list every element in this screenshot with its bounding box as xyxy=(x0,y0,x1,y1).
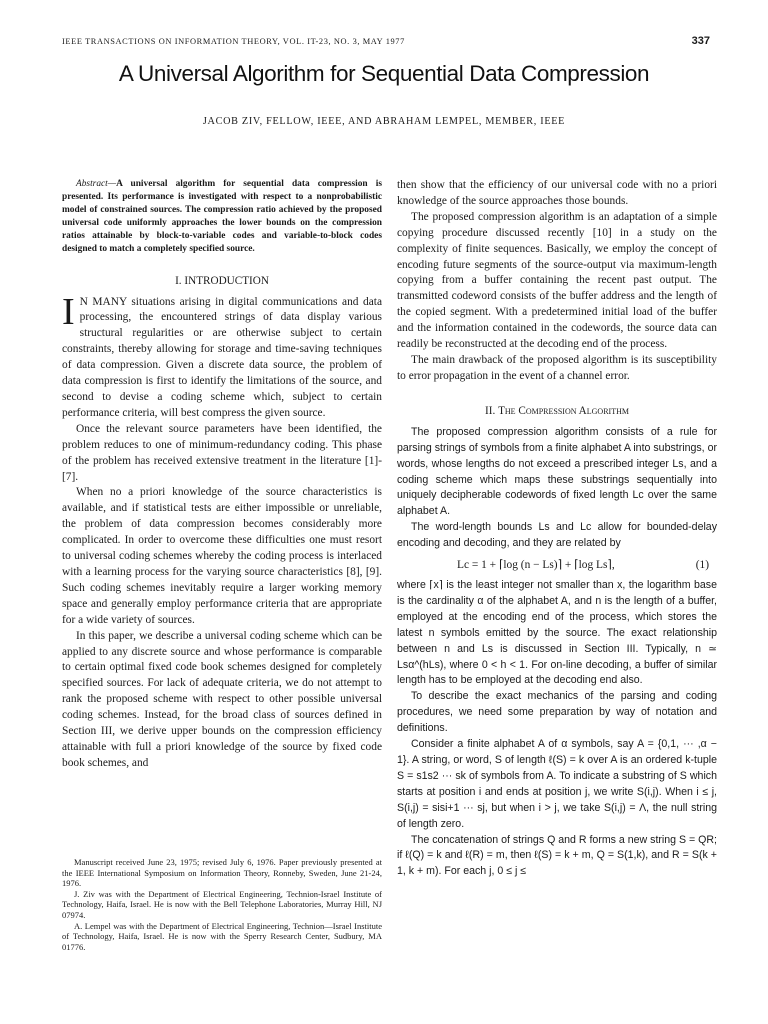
footnote-block xyxy=(62,857,382,952)
page-header xyxy=(62,37,710,53)
algorithm-paragraph-5: Consider a finite alphabet A of α symbols, say A = {0,1, ··· ,α − 1}. A string, or word, S of length ℓ(S) = k over A is an ordered k-tuple S = s1s2 ··· sk of symbols from A. To indicate a substring of S which starts at position i and ends at position j, we write S(i,j). When i ≤ j, S(i,j) = sisi+1 ··· sj, but when i > j, we take S(i,j) = Λ, the null string of length zero. xyxy=(397,738,717,830)
right-column xyxy=(397,178,717,880)
section-heading-introduction: I. INTRODUCTION xyxy=(175,274,269,287)
abstract-body: A universal algorithm for sequential data compression is presented. Its performance is investigated with respect to a nonprobabilistic model of constrained sources. The compression ratio achieved by the proposed universal code uniformly approaches the lower bounds on the compression ratios attainable by block-to-variable codes and variable-to-block codes designed to match a completely specified source. xyxy=(62,179,382,255)
section-number: II. xyxy=(485,404,499,417)
equation-1 xyxy=(397,554,717,576)
intro-paragraph-2: Once the relevant source parameters have been identified, the problem reduces to one of minimum-redundancy coding. This phase of the problem has received extensive treatment in the literature [1]-[7]. xyxy=(62,422,382,483)
left-column xyxy=(62,178,382,772)
intro-paragraph-6: The proposed compression algorithm is an adaptation of a simple copying procedure discussed recently [10] in a study on the complexity of finite sequences. Basically, we employ the concept of encoding future segments of the source-output via maximum-length copying from a buffer containing the recent past output. The transmitted codeword consists of the buffer address and the length of the copied segment. With a predetermined initial load of the buffer and the information contained in the codewords, the source data can readily be reconstructed at the decoding end of the process. xyxy=(397,210,717,351)
section-heading-algorithm xyxy=(397,405,717,417)
intro-paragraph-7: The main drawback of the proposed algorithm is its susceptibility to error propagation in the event of a channel error. xyxy=(397,353,717,382)
algorithm-paragraph-1: The proposed compression algorithm consists of a rule for parsing strings of symbols from a finite alphabet A into substrings, or words, whose lengths do not exceed a prescribed integer Ls, and a coding scheme which maps these substrings sequentially into uniquely decipherable codewords of fixed length Lc over the same alphabet A. xyxy=(397,425,717,518)
algorithm-paragraph-3: where ⌈x⌉ is the least integer not smaller than x, the logarithm base is the cardinality α of the alphabet A, and n is the length of a buffer, employed at the encoding end of the process, which stores the latest n symbols emitted by the source. The exact relationship between n and Ls is discussed in Section III. Typically, n ≃ Lsα^(hLs), where 0 < h < 1. For on-line decoding, a buffer of similar length has to be employed at the decoding end also. xyxy=(397,579,717,687)
intro-paragraph-1-text: N MANY situations arising in digital communications and data processing, the encountered strings of data display various structural regularities or are otherwise subject to certain constraints, thereby allowing for storage and time-saving techniques of data compression. Given a discrete data source, the problem of data compression is first to identify the limitations of the source, and second to devise a coding scheme which, subject to certain performance criteria, will best compress the given source. xyxy=(62,295,382,419)
abstract-lead: Abstract— xyxy=(76,179,117,189)
intro-paragraph-1 xyxy=(62,290,382,422)
section-title: The Compression Algorithm xyxy=(498,404,629,417)
page-number: 337 xyxy=(691,35,710,47)
author-line: JACOB ZIV, FELLOW, IEEE, AND ABRAHAM LEMPEL, MEMBER, IEEE xyxy=(202,116,566,127)
paper-title: A Universal Algorithm for Sequential Data Compression xyxy=(118,61,650,86)
algorithm-paragraph-6: The concatenation of strings Q and R forms a new string S = QR; if ℓ(Q) = k and ℓ(R) = m, then ℓ(S) = k + m, Q = S(1,k), and R = S(k + 1, k + m). For each j, 0 ≤ j ≤ xyxy=(397,833,717,878)
intro-paragraph-3: When no a priori knowledge of the source characteristics is available, and if statistical tests are either impossible or unreliable, the problem of data compression becomes considerably more complicated. In order to overcome these difficulties one must resort to universal coding schemes whereby the coding process is interlaced with a learning process for the varying source characteristics [8], [9]. Such coding schemes inevitably require a larger working memory space and generally employ performance criteria that are appropriate for a wide variety of sources. xyxy=(62,486,382,626)
abstract xyxy=(62,178,382,257)
footnote-manuscript: Manuscript received June 23, 1975; revised July 6, 1976. Paper previously presented at the IEEE International Symposium on Information Theory, Ronneby, Sweden, June 21-24, 1976. xyxy=(62,857,382,889)
running-head: IEEE TRANSACTIONS ON INFORMATION THEORY, VOL. IT-23, NO. 3, MAY 1977 xyxy=(62,37,405,46)
footnote-ziv: J. Ziv was with the Department of Electrical Engineering, Technion-Israel Institute of Technology, Haifa, Israel. He is now with the Bell Telephone Laboratories, Murray Hill, NJ 07974. xyxy=(62,888,382,920)
drop-cap: I xyxy=(62,290,75,333)
equation-body: Lc = 1 + ⌈log (n − Ls)⌉ + ⌈log Ls⌉, xyxy=(457,559,615,572)
intro-paragraph-4: In this paper, we describe a universal coding scheme which can be applied to any discrete source and whose performance is comparable to certain optimal fixed code book schemes designed for completely specified sources. For lack of adequate criteria, we do not attempt to rank the proposed scheme with respect to other possible universal coding schemes. Instead, for the broad class of sources defined in Section III, we derive upper bounds on the compression efficiency attainable with full a priori knowledge of the source by fixed code book schemes, and xyxy=(62,629,382,769)
footnote-lempel: A. Lempel was with the Department of Electrical Engineering, Technion—Israel Institute of Technology, Haifa, Israel. He is now with the Sperry Research Center, Sudbury, MA 01776. xyxy=(62,920,382,952)
equation-number: (1) xyxy=(695,559,709,572)
intro-paragraph-5: then show that the efficiency of our universal code with no a priori knowledge of the source approaches those bounds. xyxy=(397,179,717,207)
algorithm-paragraph-4: To describe the exact mechanics of the parsing and coding procedures, we need some preparation by way of notation and definitions. xyxy=(397,690,717,735)
algorithm-paragraph-2: The word-length bounds Ls and Lc allow for bounded-delay encoding and decoding, and they are related by xyxy=(397,521,717,550)
